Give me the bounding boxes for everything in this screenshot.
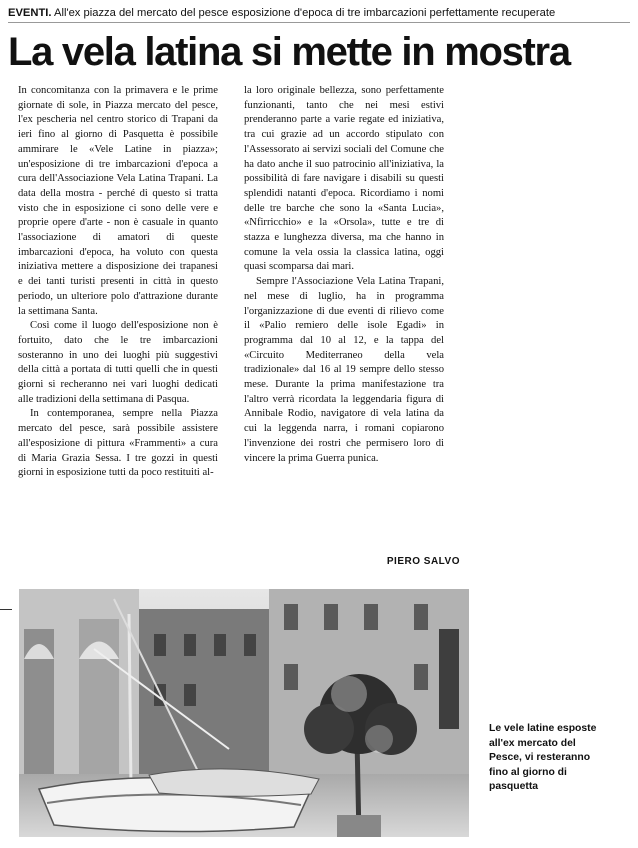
paragraph: In contemporanea, sempre nella Piazza mercato del pesce, sarà possibile assistere all'esposizione di pittura «Frammenti» a cura di Maria Grazia Sessa. I tre gozzi in questi giorni in esposizione tutti da poco restituiti al-	[18, 408, 218, 479]
headline: La vela latina si mette in mostra	[8, 30, 570, 74]
margin-rule	[0, 609, 12, 610]
photo-caption: Le vele latine esposte all'ex mercato del Pesce, vi resteranno fino al giorno di pasquetta	[489, 723, 597, 792]
byline: PIERO SALVO	[386, 556, 460, 567]
paragraph: la loro originale bellezza, sono perfettamente funzionanti, tanto che nei mesi estivi prenderanno parte a varie regate ed iniziativa, tra cui grazie ad un accordo stipulato con l'Assessorato ai servizi sociali del Comune che ha dato anche il suo patrocinio all'iniziativa, la possibilità di fare navigare i disabili su questi splendidi natanti d'epoca. Ricordiamo i nomi delle tre barche che sono la «Santa Lucia», «Nfirricchio» e la «Orsola», tutte e tre di stazza e lunghezza diversa, ma che hanno in comune la vela ossia la classica latina, oggi quasi scomparsa dai mari.	[244, 85, 444, 273]
kicker	[8, 6, 630, 23]
boats-photo-illustration	[19, 589, 469, 837]
paragraph: Così come il luogo dell'esposizione non è fortuito, dato che le tre imbarcazioni sosteranno in uno dei luoghi più suggestivi della città a portata di tutti quelli che in questi giorni si recheranno nei vari luoghi dedicati alle tradizioni della settimana di Pasqua.	[18, 320, 218, 405]
article-column-2	[244, 84, 444, 466]
article-photo	[19, 589, 469, 837]
kicker-tag: EVENTI.	[8, 7, 52, 19]
article-column-1	[18, 84, 218, 481]
kicker-text: All'ex piazza del mercato del pesce esposizione d'epoca di tre imbarcazioni perfettamente recuperate	[54, 7, 556, 19]
paragraph: In concomitanza con la primavera e le prime giornate di sole, in Piazza mercato del pesce, l'ex pescheria nel centro storico di Trapani da ieri fino al giorno di Pasquetta è possibile ammirare le «Vele Latine in piazza»; un'esposizione di tre imbarcazioni d'epoca a cura dell'Associazione Vela Latina Trapani. La data della mostra - perché di questo si tratta visto che in esposizione ci sono delle vere e proprie opere d'arte - non è casuale in quanto l'associazione di amatori di queste imbarcazioni d'epoca, ha voluto con questa iniziativa mettere a disposizione dei trapanesi e dei tanti turisti presenti in città in questo periodo, un ulteriore polo d'attrazione durante la settimana Santa.	[18, 85, 218, 317]
paragraph: Sempre l'Associazione Vela Latina Trapani, nel mese di luglio, ha in programma l'organizzazione di due eventi di rilievo come il «Palio remiero delle isole Egadi» in programma dal 10 al 12, e la tappa del «Circuito Mediterraneo della vela tradizionale» dal 16 al 19 sempre dello stesso mese. Durante la prima manifestazione tra l'altro verrà ricordata la leggendaria figura di Annibale Rodio, navigatore di vela latina da cui la leggenda narra, i romani copiarono l'invenzione dei rostri che permisero loro di vincere la prima Guerra punica.	[244, 276, 444, 464]
